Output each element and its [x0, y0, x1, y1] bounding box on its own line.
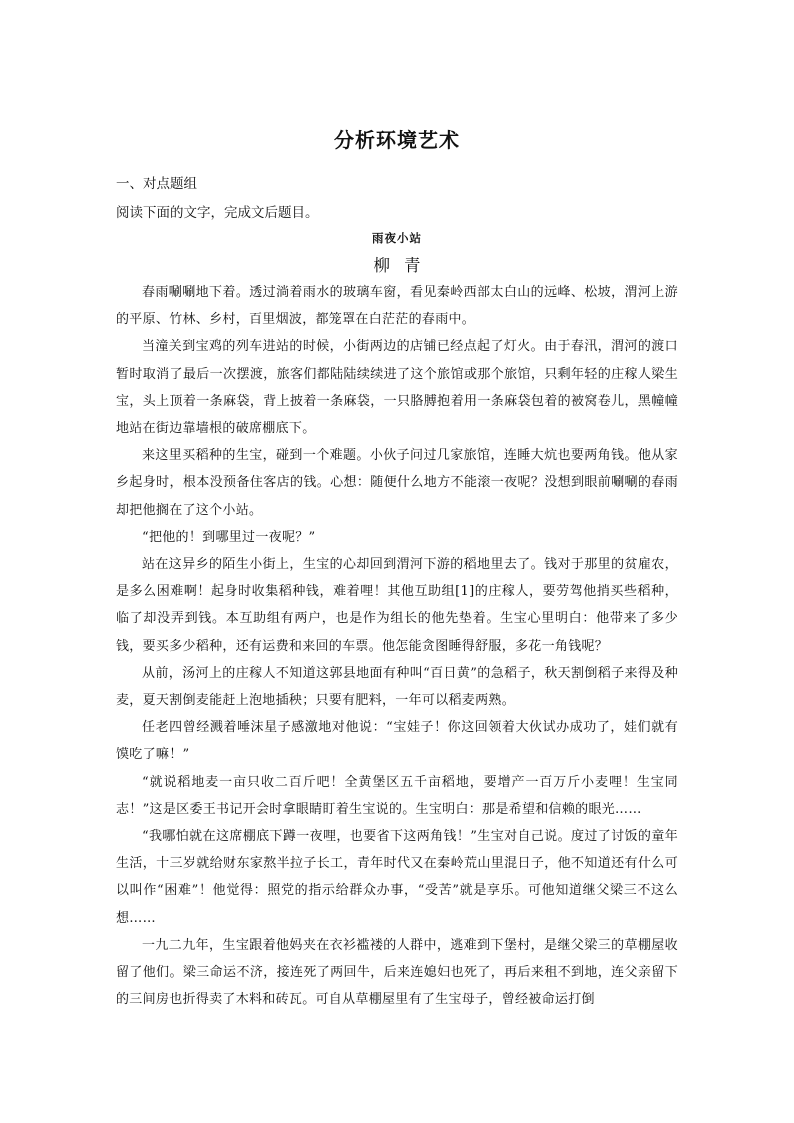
story-paragraph: 从前，汤河上的庄稼人不知道这郭县地面有种叫“百日黄”的急稻子，秋天割倒稻子来得及种麦，夏天割倒麦能赶上泡地插秧；只要有肥料，一年可以稻麦两熟。	[116, 665, 678, 709]
story-paragraph: 任老四曾经溅着唾沫星子感激地对他说：“宝娃子！你这回领着大伙试办成功了，娃们就有馍吃了嘛！”	[116, 720, 678, 763]
section-heading: 一、对点题组	[116, 176, 197, 192]
page-title: 分析环境艺术	[334, 128, 460, 152]
reading-instruction: 阅读下面的文字，完成文后题目。	[116, 205, 319, 221]
story-author: 柳青	[373, 256, 435, 275]
story-paragraph: 当潼关到宝鸡的列车进站的时候，小街两边的店铺已经点起了灯火。由于春汛，渭河的渡口暂时取消了最后一次摆渡，旅客们都陆陆续续进了这个旅馆或那个旅馆，只剩年轻的庄稼人梁生宝，头上顶着一条麻袋，背上披着一条麻袋，一只胳膊抱着用一条麻袋包着的被窝卷儿，黑幢幢地站在街边靠墙根的破席棚底下。	[116, 339, 678, 437]
story-body	[116, 279, 678, 1013]
story-paragraph: “我哪怕就在这席棚底下蹲一夜哩，也要省下这两角钱！”生宝对自己说。度过了讨饭的童年生活，十三岁就给财东家熬半拉子长工，青年时代又在秦岭荒山里混日子，他不知道还有什么可以叫作“困难”！他觉得：照党的指示给群众办事，“受苦”就是享乐。可他知道继父梁三不这么想……	[116, 829, 678, 926]
story-paragraph: 春雨唰唰地下着。透过淌着雨水的玻璃车窗，看见秦岭西部太白山的远峰、松坡，渭河上游的平原、竹林、乡村，百里烟波，都笼罩在白茫茫的春雨中。	[116, 285, 678, 328]
story-paragraph: 站在这异乡的陌生小街上，生宝的心却回到渭河下游的稻地里去了。钱对于那里的贫雇农，是多么困难啊！起身时收集稻种钱，难着哩！其他互助组[1]的庄稼人，要劳驾他捎买些稻种，临了却没弄到钱。本互助组有两户，也是作为组长的他先垫着。生宝心里明白：他带来了多少钱，要买多少稻种，还有运费和来回的车票。他怎能贪图睡得舒服，多花一角钱呢？	[116, 557, 678, 654]
story-paragraph: “把他的！到哪里过一夜呢？”	[142, 529, 316, 545]
story-paragraph: “就说稻地麦一亩只收二百斤吧！全黄堡区五千亩稻地，要增产一百万斤小麦哩！生宝同志！”这是区委王书记开会时拿眼睛盯着生宝说的。生宝明白：那是希望和信赖的眼光……	[116, 774, 678, 817]
story-title: 雨夜小站	[372, 231, 422, 245]
story-paragraph: 一九二九年，生宝跟着他妈夹在衣衫褴褛的人群中，逃难到下堡村，是继父梁三的草棚屋收留了他们。梁三命运不济，接连死了两回牛，后来连媳妇也死了，再后来租不到地，连父亲留下的三间房也折得卖了木料和砖瓦。可自从草棚屋里有了生宝母子，曾经被命运打倒	[116, 937, 678, 1008]
story-paragraph: 来这里买稻种的生宝，碰到一个难题。小伙子问过几家旅馆，连睡大炕也要两角钱。他从家乡起身时，根本没预备住客店的钱。心想：随便什么地方不能滚一夜呢？没想到眼前唰唰的春雨却把他搁在了这个小站。	[116, 448, 678, 518]
